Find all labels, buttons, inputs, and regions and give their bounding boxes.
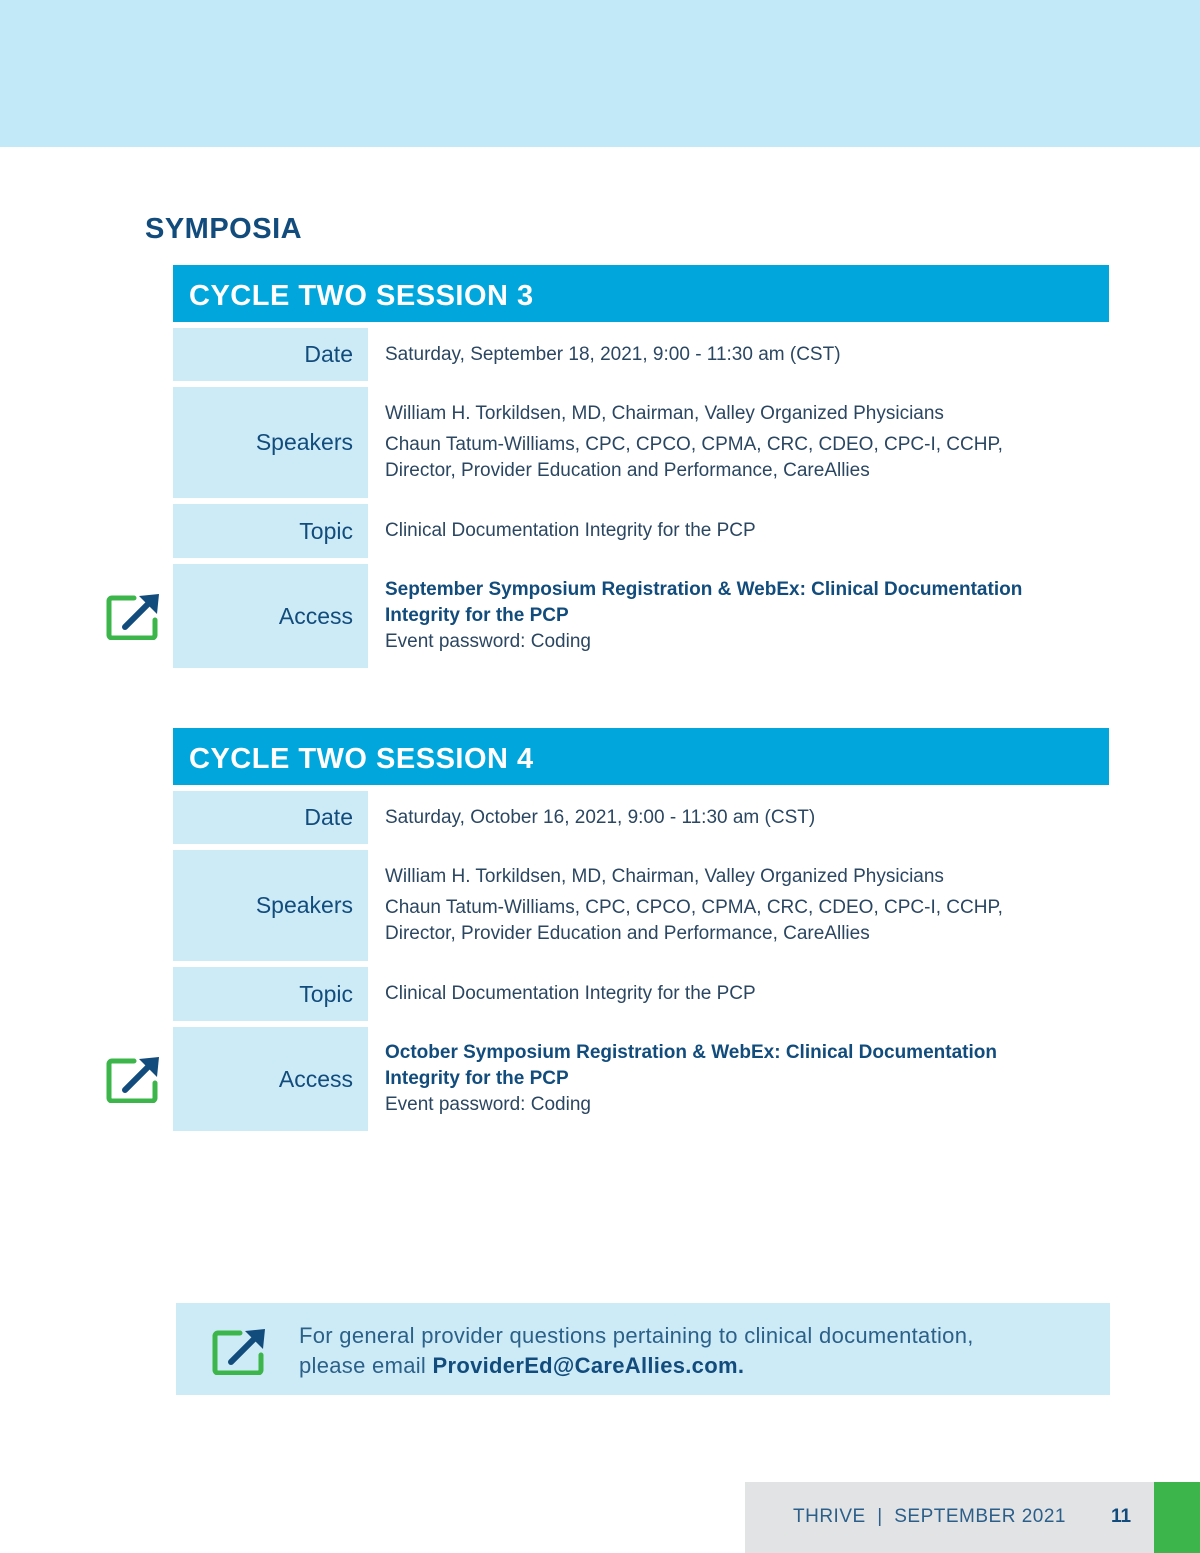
speaker-1: William H. Torkildsen, MD, Chairman, Valley Organized Physicians [385, 866, 944, 887]
contact-text [299, 1321, 974, 1381]
speakers-row [173, 850, 1109, 961]
external-link-icon[interactable] [106, 592, 162, 640]
speaker-2-line-1: Chaun Tatum-Williams, CPC, CPCO, CPMA, CRC, CDEO, CPC-I, CCHP, [385, 434, 1003, 455]
session-title: CYCLE TWO SESSION 4 [173, 728, 1109, 785]
speakers-row [173, 387, 1109, 498]
footer-accent-bar [1154, 1482, 1200, 1553]
speakers-label: Speakers [173, 387, 368, 498]
contact-prefix: please email [299, 1353, 433, 1378]
date-label: Date [173, 328, 368, 381]
contact-line-1: For general provider questions pertaining to clinical documentation, [299, 1323, 974, 1348]
topic-label: Topic [173, 504, 368, 558]
session-card [173, 265, 1109, 668]
session-title: CYCLE TWO SESSION 3 [173, 265, 1109, 322]
registration-link-line-2[interactable]: Integrity for the PCP [385, 1068, 569, 1089]
speaker-2-line-2: Director, Provider Education and Performance, CareAllies [385, 460, 870, 481]
registration-link-line-2[interactable]: Integrity for the PCP [385, 605, 569, 626]
access-value [368, 1027, 1109, 1131]
access-row [173, 1027, 1109, 1131]
date-value [368, 791, 1109, 844]
date-text: Saturday, September 18, 2021, 9:00 - 11:30 am (CST) [385, 343, 841, 365]
registration-link[interactable]: October Symposium Registration & WebEx: Clinical Documentation [385, 1042, 997, 1063]
registration-link[interactable]: September Symposium Registration & WebEx: Clinical Documentation [385, 579, 1023, 600]
session-card [173, 728, 1109, 1131]
topic-value [368, 967, 1109, 1021]
date-label: Date [173, 791, 368, 844]
contact-box [176, 1303, 1110, 1395]
topic-value [368, 504, 1109, 558]
date-text: Saturday, October 16, 2021, 9:00 - 11:30 am (CST) [385, 806, 816, 828]
speaker-2-line-1: Chaun Tatum-Williams, CPC, CPCO, CPMA, CRC, CDEO, CPC-I, CCHP, [385, 897, 1003, 918]
external-link-icon[interactable] [106, 1055, 162, 1103]
speaker-2-line-2: Director, Provider Education and Performance, CareAllies [385, 923, 870, 944]
date-row [173, 791, 1109, 844]
top-band [0, 0, 1200, 147]
speaker-1: William H. Torkildsen, MD, Chairman, Valley Organized Physicians [385, 403, 944, 424]
access-label: Access [173, 1027, 368, 1131]
speakers-label: Speakers [173, 850, 368, 961]
speakers-value [368, 850, 1109, 961]
contact-line-2 [299, 1351, 974, 1381]
footer-publication: THRIVE | SEPTEMBER 2021 [793, 1506, 1066, 1527]
topic-text: Clinical Documentation Integrity for the PCP [385, 983, 756, 1004]
contact-email-link[interactable]: ProviderEd@CareAllies.com. [432, 1353, 745, 1378]
access-row [173, 564, 1109, 668]
page-number: 11 [1111, 1506, 1132, 1527]
speakers-value [368, 387, 1109, 498]
access-value [368, 564, 1109, 668]
date-row [173, 328, 1109, 381]
section-title: SYMPOSIA [145, 213, 303, 245]
topic-label: Topic [173, 967, 368, 1021]
external-link-icon[interactable] [212, 1327, 268, 1375]
event-password: Event password: Coding [385, 631, 591, 652]
topic-text: Clinical Documentation Integrity for the PCP [385, 520, 756, 541]
topic-row [173, 967, 1109, 1021]
event-password: Event password: Coding [385, 1094, 591, 1115]
date-value [368, 328, 1109, 381]
footer [745, 1482, 1154, 1553]
access-label: Access [173, 564, 368, 668]
topic-row [173, 504, 1109, 558]
